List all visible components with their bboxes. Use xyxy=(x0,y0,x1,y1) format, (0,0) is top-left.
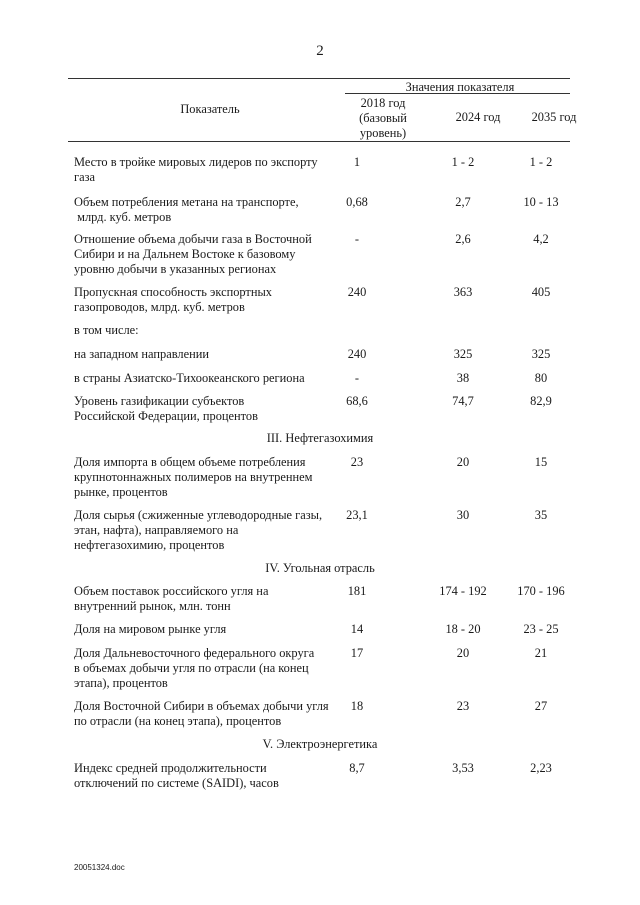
value-2035: 170 - 196 xyxy=(517,584,565,598)
value-2024: 38 xyxy=(456,371,470,385)
row-label-line: в объемах добычи угля по отрасли (на конец xyxy=(74,661,309,675)
value-2018: 68,6 xyxy=(346,394,368,408)
row-label xyxy=(74,323,344,338)
value-2018: 1 xyxy=(353,155,361,169)
value-2035: 2,23 xyxy=(530,761,552,775)
footer-filename: 20051324.doc xyxy=(74,863,125,872)
row-label-line: крупнотоннажных полимеров на внутреннем xyxy=(74,470,313,484)
header-indicator: Показатель xyxy=(180,102,240,116)
value-2018: 240 xyxy=(347,347,367,361)
row-label xyxy=(74,761,344,791)
value-2035: 35 xyxy=(534,508,548,522)
section-heading: III. Нефтегазохимия xyxy=(266,431,374,445)
row-label-line: отключений по системе (SAIDI), часов xyxy=(74,776,279,790)
row-label xyxy=(74,584,344,614)
row-label xyxy=(74,508,344,553)
row-label xyxy=(74,699,344,729)
row-label-line: этапа), процентов xyxy=(74,676,168,690)
value-2035: 10 - 13 xyxy=(523,195,559,209)
row-label-line: Доля сырья (сжиженные углеводородные газы, xyxy=(74,508,323,522)
row-label xyxy=(74,155,344,185)
value-2024: 3,53 xyxy=(452,761,474,775)
row-label xyxy=(74,285,344,315)
value-2024: 20 xyxy=(456,455,470,469)
row-label-line: Сибири и на Дальнем Востоке к базовому xyxy=(74,247,296,261)
row-label-line: млрд. куб. метров xyxy=(74,210,172,224)
page-number: 2 xyxy=(316,43,324,59)
value-2024: 174 - 192 xyxy=(439,584,487,598)
value-2035: 27 xyxy=(534,699,548,713)
value-2035: 1 - 2 xyxy=(529,155,553,169)
value-2024: 20 xyxy=(456,646,470,660)
value-2018: 240 xyxy=(347,285,367,299)
value-2018: 23 xyxy=(350,455,364,469)
row-label xyxy=(74,455,344,500)
value-2024: 30 xyxy=(456,508,470,522)
value-2035: 405 xyxy=(531,285,551,299)
row-label-line: этан, нафта), направляемого на xyxy=(74,523,239,537)
value-2035: 23 - 25 xyxy=(523,622,559,636)
row-label-line: Место в тройке мировых лидеров по экспорту xyxy=(74,155,318,169)
row-label-line: Доля импорта в общем объеме потребления xyxy=(74,455,306,469)
value-2024: 1 - 2 xyxy=(451,155,475,169)
row-label xyxy=(74,232,344,277)
value-2024: 2,6 xyxy=(455,232,471,246)
header-col-2018-line: (базовый xyxy=(359,111,407,125)
row-label-line: Отношение объема добычи газа в Восточной xyxy=(74,232,312,246)
value-2018: - xyxy=(354,232,360,246)
value-2024: 18 - 20 xyxy=(445,622,481,636)
value-2024: 363 xyxy=(453,285,473,299)
row-label-line: в том числе: xyxy=(74,323,139,337)
row-label-line: Объем потребления метана на транспорте, xyxy=(74,195,299,209)
row-label-line: Доля на мировом рынке угля xyxy=(74,622,227,636)
row-label-line: Пропускная способность экспортных xyxy=(74,285,272,299)
value-2035: 21 xyxy=(534,646,548,660)
value-2018: 17 xyxy=(350,646,364,660)
value-2024: 23 xyxy=(456,699,470,713)
row-label-line: внутренний рынок, млн. тонн xyxy=(74,599,231,613)
header-values-group: Значения показателя xyxy=(405,80,515,94)
row-label-line: Российской Федерации, процентов xyxy=(74,409,258,423)
row-label-line: уровню добычи в указанных регионах xyxy=(74,262,277,276)
header-col-2035: 2035 год xyxy=(531,110,577,124)
value-2035: 4,2 xyxy=(533,232,549,246)
value-2018: 0,68 xyxy=(346,195,368,209)
value-2018: 181 xyxy=(347,584,367,598)
header-col-2018-line: уровень) xyxy=(359,126,407,140)
row-label xyxy=(74,646,344,691)
row-label-line: Доля Восточной Сибири в объемах добычи угля xyxy=(74,699,329,713)
row-label-line: Индекс средней продолжительности xyxy=(74,761,267,775)
value-2018: 8,7 xyxy=(349,761,365,775)
row-label-line: Объем поставок российского угля на xyxy=(74,584,269,598)
value-2018: - xyxy=(354,371,360,385)
section-heading: V. Электроэнергетика xyxy=(262,737,378,751)
value-2035: 325 xyxy=(531,347,551,361)
section-heading: IV. Угольная отрасль xyxy=(265,561,375,575)
row-label-line: Доля Дальневосточного федерального округа xyxy=(74,646,315,660)
table-top-rule xyxy=(68,78,570,79)
header-col-2018-line: 2018 год xyxy=(360,96,406,110)
header-col-2018 xyxy=(338,96,428,141)
row-label xyxy=(74,394,344,424)
value-2018: 23,1 xyxy=(346,508,368,522)
row-label-line: в страны Азиатско-Тихоокеанского региона xyxy=(74,371,305,385)
value-2018: 14 xyxy=(350,622,364,636)
row-label xyxy=(74,347,344,362)
header-col-2024: 2024 год xyxy=(455,110,501,124)
value-2035: 82,9 xyxy=(530,394,552,408)
value-2024: 74,7 xyxy=(452,394,474,408)
value-2035: 80 xyxy=(534,371,548,385)
row-label-line: Уровень газификации субъектов xyxy=(74,394,245,408)
row-label-line: газа xyxy=(74,170,95,184)
row-label xyxy=(74,371,344,386)
value-2018: 18 xyxy=(350,699,364,713)
row-label-line: на западном направлении xyxy=(74,347,209,361)
value-2024: 2,7 xyxy=(455,195,471,209)
table-header-rule xyxy=(68,141,570,142)
row-label xyxy=(74,622,344,637)
row-label-line: газопроводов, млрд. куб. метров xyxy=(74,300,245,314)
row-label-line: по отрасли (на конец этапа), процентов xyxy=(74,714,282,728)
row-label-line: нефтегазохимию, процентов xyxy=(74,538,225,552)
row-label-line: рынке, процентов xyxy=(74,485,168,499)
row-label xyxy=(74,195,344,225)
value-2024: 325 xyxy=(453,347,473,361)
value-2035: 15 xyxy=(534,455,548,469)
